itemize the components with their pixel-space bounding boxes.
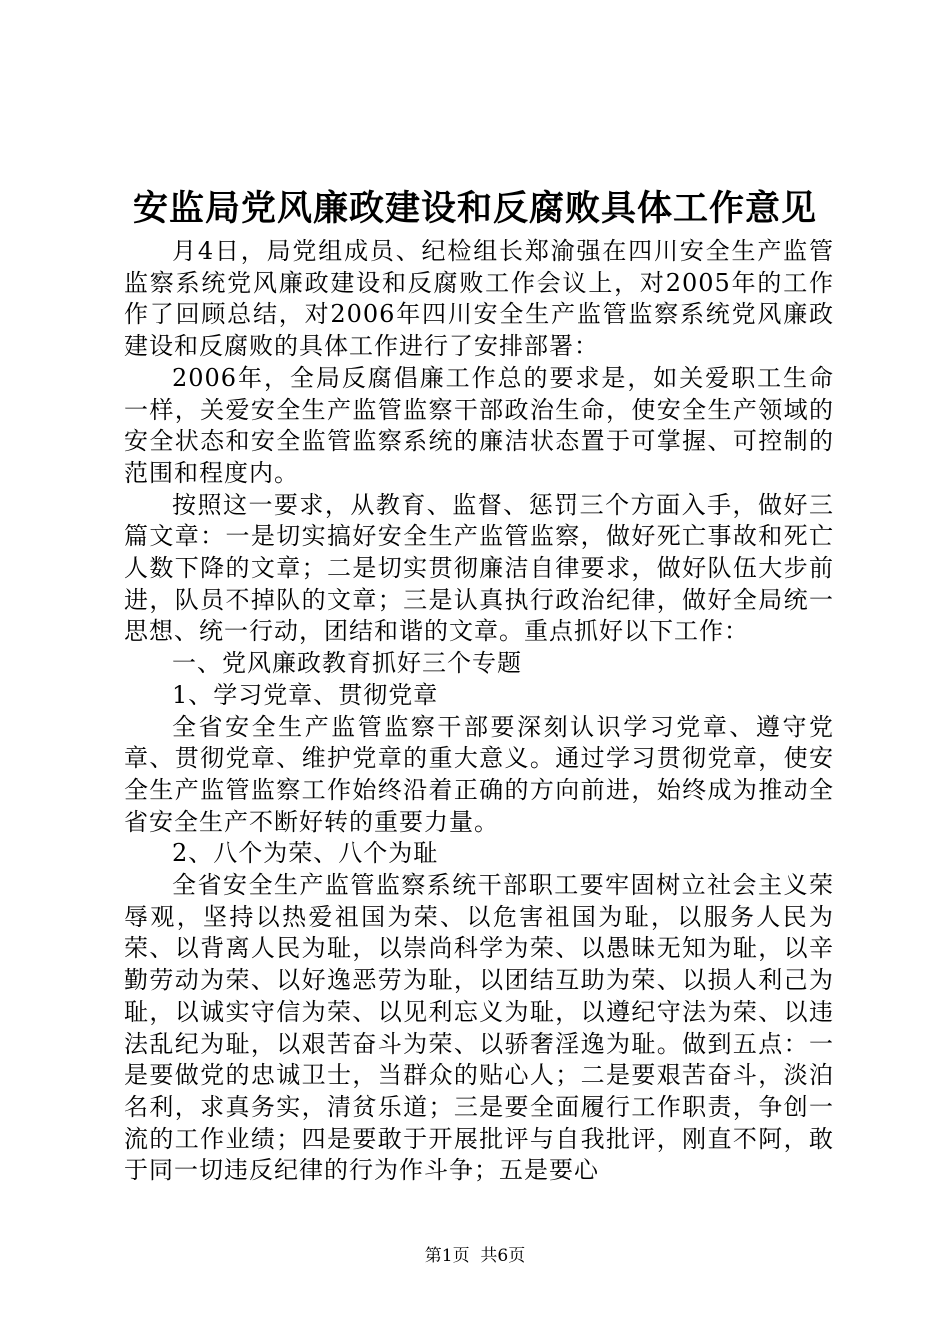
paragraph-intro: 月4日，局党组成员、纪检组长郑渝强在四川安全生产监管监察系统党风廉政建设和反腐败工作会议上，对2005年的工作作了回顾总结，对2006年四川安全生产监管监察系统党风廉政建设和反腐败的具体工作进行了安排部署：: [124, 237, 834, 361]
paragraph-honor-disgrace: 全省安全生产监管监察系统干部职工要牢固树立社会主义荣辱观，坚持以热爱祖国为荣、以危害祖国为耻，以服务人民为荣、以背离人民为耻，以崇尚科学为荣、以愚昧无知为耻，以辛勤劳动为荣、以好逸恶劳为耻，以团结互助为荣、以损人利己为耻，以诚实守信为荣、以见利忘义为耻，以遵纪守法为荣、以违法乱纪为耻，以艰苦奋斗为荣、以骄奢淫逸为耻。做到五点：一是要做党的忠诚卫士，当群众的贴心人；二是要艰苦奋斗，淡泊名利，求真务实，清贫乐道；三是要全面履行工作职责，争创一流的工作业绩；四是要敢于开展批评与自我批评，刚直不阿，敢于同一切违反纪律的行为作斗争；五是要心: [124, 871, 834, 1185]
page-number: 第1页 共6页: [424, 1246, 526, 1266]
subsection-heading-2: 2、八个为荣、八个为耻: [172, 839, 439, 868]
paragraph-three-articles: 按照这一要求，从教育、监督、惩罚三个方面入手，做好三篇文章：一是切实搞好安全生产监管监察，做好死亡事故和死亡人数下降的文章；二是切实贯彻廉洁自律要求，做好队伍大步前进，队员不掉队的文章；三是认真执行政治纪律，做好全局统一思想、统一行动，团结和谐的文章。重点抓好以下工作：: [124, 490, 834, 646]
document-title: 安监局党风廉政建设和反腐败具体工作意见: [132, 188, 817, 229]
section-heading-1: 一、党风廉政教育抓好三个专题: [172, 649, 522, 678]
document-body: [124, 236, 834, 1187]
paragraph-party-constitution: 全省安全生产监管监察干部要深刻认识学习党章、遵守党章、贯彻党章、维护党章的重大意义。通过学习贯彻党章，使安全生产监管监察工作始终沿着正确的方向前进，始终成为推动全省安全生产不断好转的重要力量。: [124, 712, 834, 836]
page-footer: [0, 1244, 950, 1268]
paragraph-requirements: 2006年，全局反腐倡廉工作总的要求是，如关爱职工生命一样，关爱安全生产监管监察干部政治生命，使安全生产领域的安全状态和安全监管监察系统的廉洁状态置于可掌握、可控制的范围和程度内。: [124, 363, 834, 487]
subsection-heading-1: 1、学习党章、贯彻党章: [172, 680, 439, 709]
